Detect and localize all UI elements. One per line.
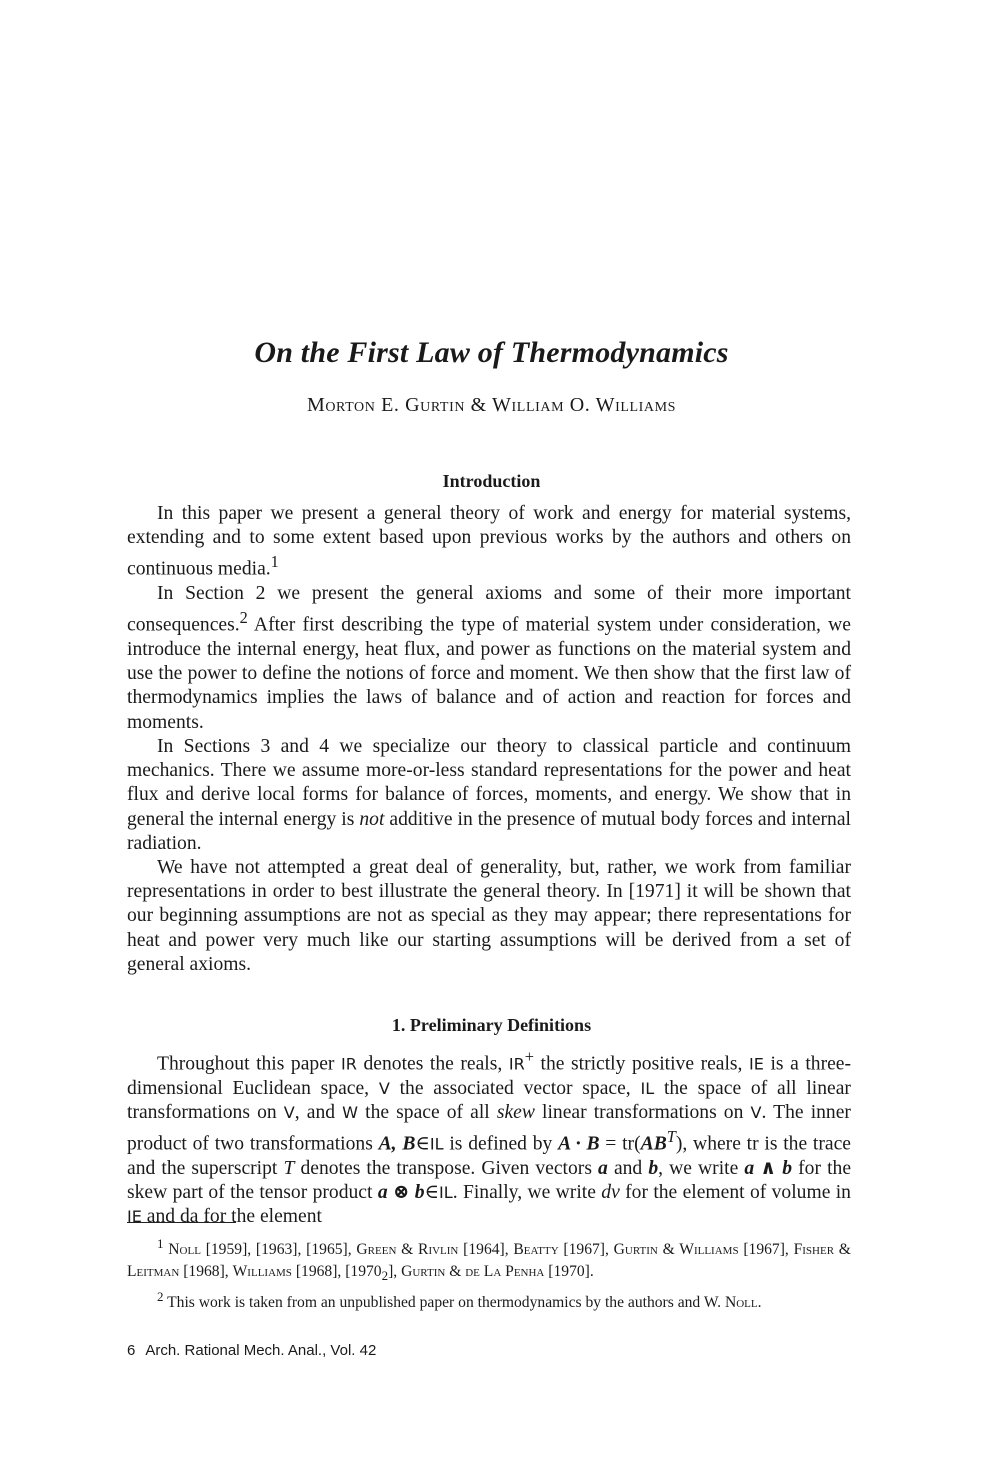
section-heading-preliminary-definitions: 1. Preliminary Definitions — [391, 1015, 592, 1035]
paragraph: In this paper we present a general theory of work and energy for material systems, extending and to some extent based upon previous works by the authors and others on continuous media.$^1$ — [127, 503, 851, 580]
journal-citation: Arch. Rational Mech. Anal., Vol. 42 — [145, 1342, 377, 1359]
paragraph: We have not attempted a great deal of generality, but, rather, we work from familiar representations in order to best illustrate the general theory. In [1971] it will be shown that our beginning assumptions are not as special as they may appear; there representations for heat and power very much like our starting assumptions will be derived from a set of general axioms. — [127, 856, 851, 975]
paper-authors: Morton E. Gurtin & William O. Williams — [306, 394, 677, 416]
footnote-2: $^2$ This work is taken from an unpublished paper on thermodynamics by the authors and W. Noll. — [157, 1289, 762, 1312]
footnote-mark: 1 — [270, 552, 279, 572]
section-heading-introduction: Introduction — [442, 471, 541, 491]
page-footer — [127, 1342, 376, 1359]
footnote-mark: 2 — [239, 608, 248, 628]
footnote-1: $^1$ Noll [1959], [1963], [1965], Green & Rivlin [1964], Beatty [1967], Gurtin & Williams [1967], Fisher & Leitman [1968], Williams [1968], $[1970_2]$, Gurtin & de La Penha [1970]. — [127, 1236, 851, 1283]
paragraph: In Section 2 we present the general axioms and some of their more important consequences.$^2$ After first describing the type of material system under consideration, we introduce the internal energy, heat flux, and power as functions on the material system and use the power to define the notions of force and moment. We then show that the first law of thermodynamics implies the laws of balance and of action and reaction for forces and moments. — [127, 583, 851, 733]
paragraph: In Sections 3 and 4 we specialize our theory to classical particle and continuum mechanics. There we assume more-or-less standard representations for the power and heat flux and derive local forms for balance of forces, moments, and energy. We show that in general the internal energy is not additive in the presence of mutual body forces and internal radiation. — [127, 735, 851, 854]
footnotes — [127, 1233, 851, 1314]
paragraph: Throughout this paper IR denotes the reals, IR+ the strictly positive reals, IE is a three-dimensional Euclidean space, V the associated vector space, IL the space of all linear transformations on V, and W the space of all skew linear transformations on V. The inner product of two transformations A, B∈IL is defined by $A \cdot B = tr(AB^T)$, where tr is the trace and the superscript T denotes the transpose. Given vectors a and b, we write a ∧ b for the skew part of the tensor product a ⊗ b∈IL. Finally, we write dv for the element of volume in IE and da for the element — [127, 1047, 852, 1228]
preliminary-definitions-body — [127, 1045, 851, 1229]
introduction-body — [127, 502, 851, 977]
page-number: 6 — [127, 1342, 136, 1359]
paper-title: On the First Law of Thermodynamics — [254, 336, 729, 369]
footnote-rule — [127, 1222, 236, 1223]
